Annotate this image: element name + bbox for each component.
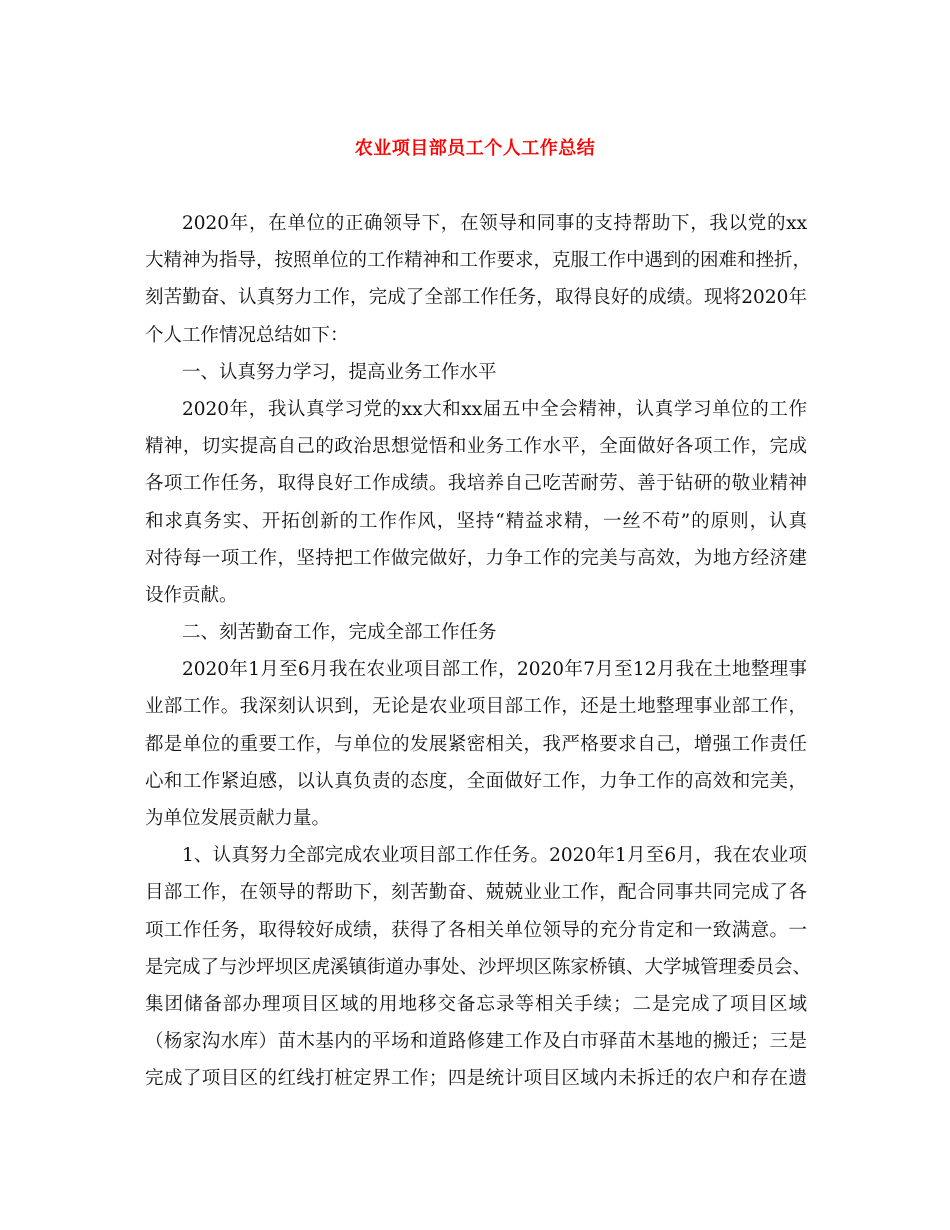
document-body — [145, 205, 812, 1098]
paragraph-line: 都是单位的重要工作，与单位的发展紧密相关，我严格要求自己，增强工作责任 — [145, 733, 807, 755]
paragraph-line: 2020年，在单位的正确领导下，在领导和同事的支持帮助下，我以党的xx — [182, 213, 807, 234]
paragraph-line: 业部工作。我深刻认识到，无论是农业项目部工作，还是土地整理事业部工作， — [145, 696, 807, 718]
paragraph-line: 1、认真努力全部完成农业项目部工作任务。2020年1月至6月，我在农业项 — [182, 845, 807, 867]
paragraph-line: （杨家沟水库）苗木基内的平场和道路修建工作及白市驿苗木基地的搬迁；三是 — [145, 1031, 807, 1053]
paragraph-line: 设作贡献。 — [145, 584, 238, 606]
paragraph-line: 心和工作紧迫感，以认真负责的态度，全面做好工作，力争工作的高效和完美， — [145, 770, 807, 792]
paragraph-line: 2020年1月至6月我在农业项目部工作，2020年7月至12月我在土地整理事 — [182, 659, 807, 681]
paragraph-line: 为单位发展贡献力量。 — [145, 808, 331, 829]
paragraph-line: 个人工作情况总结如下： — [145, 324, 349, 346]
document-title: 农业项目部员工个人工作总结 — [354, 138, 596, 159]
paragraph-line: 大精神为指导，按照单位的工作精神和工作要求，克服工作中遇到的困难和挫折， — [145, 250, 812, 272]
paragraph-line: 刻苦勤奋、认真努力工作，完成了全部工作任务，取得良好的成绩。现将2020年 — [145, 287, 807, 309]
paragraph-line: 二、刻苦勤奋工作，完成全部工作任务 — [182, 622, 497, 644]
paragraph-line: 集团储备部办理项目区域的用地移交备忘录等相关手续；二是完成了项目区域 — [145, 993, 807, 1015]
paragraph-line: 目部工作，在领导的帮助下，刻苦勤奋、兢兢业业工作，配合同事共同完成了各 — [145, 882, 807, 904]
paragraph-line: 各项工作任务，取得良好工作成绩。我培养自己吃苦耐劳、善于钻研的敬业精神 — [145, 473, 807, 495]
paragraph-line: 精神，切实提高自己的政治思想觉悟和业务工作水平，全面做好各项工作，完成 — [145, 436, 807, 458]
paragraph-line: 对待每一项工作，坚持把工作做完做好，力争工作的完美与高效，为地方经济建 — [145, 547, 807, 569]
paragraph-line: 2020年，我认真学习党的xx大和xx届五中全会精神，认真学习单位的工作 — [182, 398, 807, 420]
paragraph-line: 是完成了与沙坪坝区虎溪镇街道办事处、沙坪坝区陈家桥镇、大学城管理委员会、 — [145, 956, 812, 978]
paragraph-line: 完成了项目区的红线打桩定界工作；四是统计项目区域内未拆迁的农户和存在遗 — [145, 1068, 807, 1090]
paragraph-line: 项工作任务，取得较好成绩，获得了各相关单位领导的充分肯定和一致满意。一 — [145, 919, 807, 941]
paragraph-line: 和求真务实、开拓创新的工作作风，坚持“精益求精，一丝不苟”的原则，认真 — [145, 510, 807, 532]
paragraph-line: 一、认真努力学习，提高业务工作水平 — [182, 361, 497, 383]
